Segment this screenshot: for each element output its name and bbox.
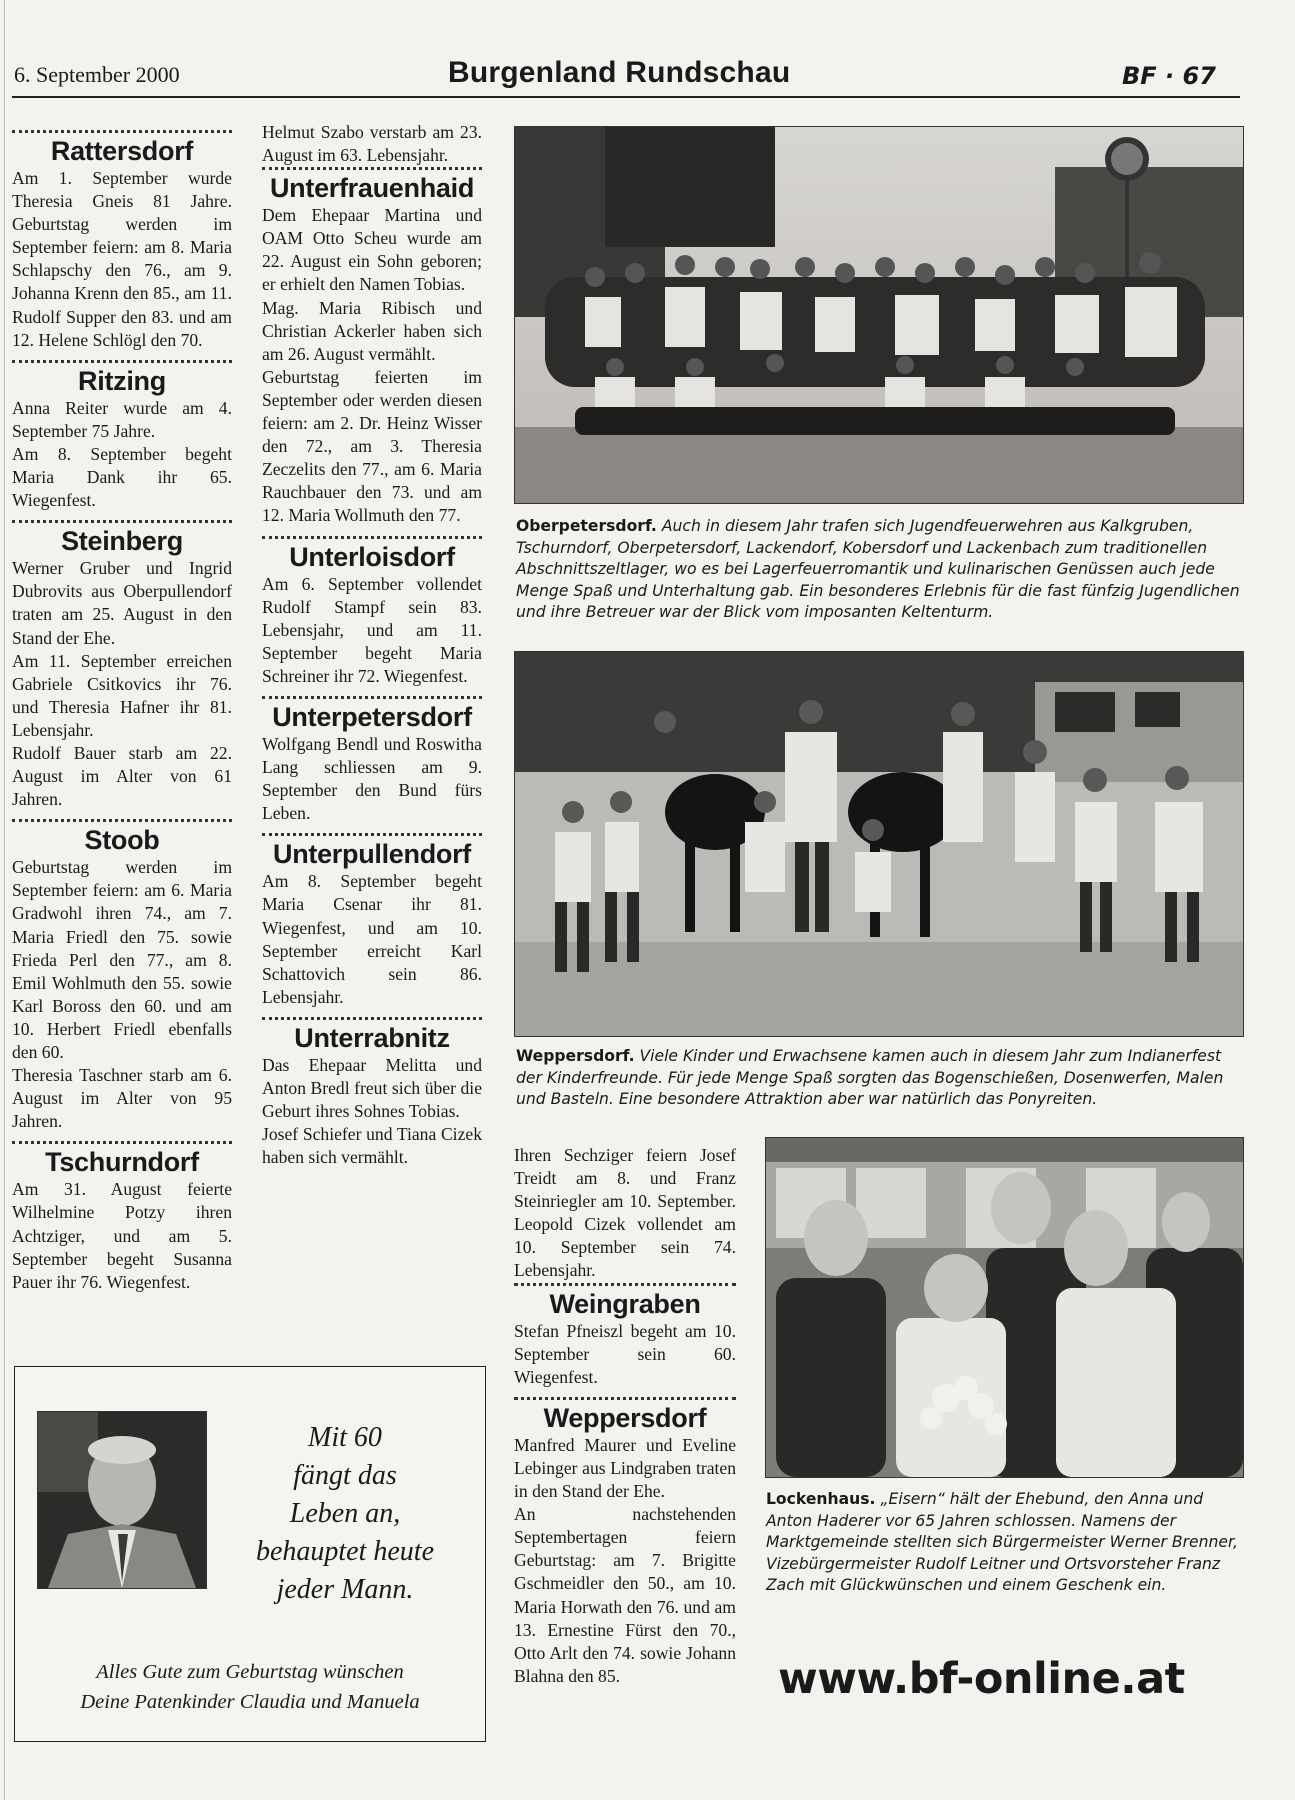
page-number: BF · 67 [1122, 62, 1216, 90]
section-stoob [12, 819, 232, 1133]
section-heading: Weingraben [549, 1288, 701, 1319]
ad-headline-line-2: fängt das [293, 1460, 397, 1491]
ad-portrait-photo [37, 1411, 207, 1589]
section-paragraph: Am 31. August feierte Wilhelmine Potzy ihren Achtziger, und am 5. September begeht Susanna Pauer ihr 76. Wiegenfest. [12, 1179, 232, 1292]
caption-weppersdorf [516, 1046, 1244, 1111]
ad-greeting-line-2: Deine Patenkinder Claudia und Manuela [80, 1691, 420, 1713]
birthday-advertisement [14, 1366, 486, 1742]
column-1 [12, 130, 232, 1294]
column-2 [262, 121, 482, 1169]
section-paragraph: Anna Reiter wurde am 4. September 75 Jahre. [12, 397, 232, 441]
section-paragraph: Das Ehepaar Melitta und Anton Bredl freut sich über die Geburt ihres Sohnes Tobias. [262, 1054, 482, 1122]
section-paragraph: Manfred Maurer und Eveline Lebinger aus Lindgraben traten in den Stand der Ehe. [514, 1434, 736, 1502]
column-3-intro: Ihren Sechziger feiern Josef Treidt am 8. und Franz Steinriegler am 10. September. Leopold Cizek vollendet am 10. September sein 74. Lebensjahr. [514, 1145, 736, 1281]
section-paragraph: Dem Ehepaar Martina und OAM Otto Scheu wurde am 22. August ein Sohn geboren; er erhielt den Namen Tobias. [262, 205, 482, 295]
section-heading: Unterrabnitz [294, 1022, 450, 1053]
section-paragraph: Werner Gruber und Ingrid Dubrovits aus Oberpullendorf traten am 25. August in den Stand der Ehe. [12, 558, 232, 648]
section-weingraben [514, 1283, 736, 1389]
section-unterfrauenhaid [262, 167, 482, 527]
caption-lockenhaus [766, 1489, 1244, 1597]
pony-ride-photo-image [515, 652, 1243, 1036]
ad-greeting-line-1: Alles Gute zum Geburtstag wünschen [96, 1661, 404, 1683]
section-heading: Rattersdorf [50, 136, 194, 166]
section-paragraph: Mag. Maria Ribisch und Christian Ackerler haben sich am 26. August vermählt. [262, 297, 482, 364]
column-2-sections [262, 167, 482, 1169]
section-paragraph: Am 11. September erreichen Gabriele Csitkovics ihr 76. und Theresia Hafner ihr 81. Lebensjahr. [12, 650, 232, 740]
caption-lockenhaus-text: „Eisern“ hält der Ehebund, den Anna und Anton Haderer vor 65 Jahren schlossen. Namens der Marktgemeinde stellten sich Bürgermeister Werner Brenner, Vizebürgermeister Rudolf Leitner und Ortsvorsteher Franz Zach mit Glückwünschen und einem Geschenk ein. [766, 1490, 1238, 1594]
caption-oberpetersdorf-place: Oberpetersdorf. [516, 517, 657, 535]
section-unterpetersdorf [262, 696, 482, 825]
ad-greeting [25, 1657, 475, 1717]
section-paragraph: Rudolf Bauer starb am 22. August im Alter von 61 Jahren. [12, 742, 232, 810]
photo-lockenhaus-iron-wedding [765, 1137, 1244, 1478]
caption-lockenhaus-place: Lockenhaus. [766, 1490, 876, 1508]
ad-headline [215, 1419, 475, 1609]
section-heading: Stoob [84, 825, 160, 856]
column-3-sections [514, 1283, 736, 1688]
photo-oberpetersdorf-youth-fire-brigade [514, 126, 1244, 504]
section-paragraph: Am 8. September begeht Maria Dank ihr 65. Wiegenfest. [12, 443, 232, 511]
caption-weppersdorf-text: Viele Kinder und Erwachsene kamen auch in diesem Jahr zum Indianerfest der Kinderfreunde. Für jede Menge Spaß sorgten das Bogenschießen, Dosenwerfen, Malen und Basteln. Eine besondere Attraktion aber war natürlich das Ponyreiten. [516, 1047, 1224, 1108]
section-paragraph: Theresia Taschner starb am 6. August im Alter von 95 Jahren. [12, 1065, 232, 1132]
issue-date: 6. September 2000 [14, 62, 180, 87]
section-heading: Unterfrauenhaid [269, 173, 475, 204]
group-photo-image [515, 127, 1243, 503]
portrait-image [38, 1412, 206, 1588]
website-link[interactable]: www.bf-online.at [778, 1654, 1185, 1704]
section-paragraph: Josef Schiefer und Tiana Cizek haben sich vermählt. [262, 1124, 482, 1168]
iron-wedding-photo-image [766, 1138, 1243, 1477]
column-2-intro: Helmut Szabo verstarb am 23. August im 63. Lebensjahr. [262, 122, 482, 166]
section-heading: Ritzing [78, 365, 166, 396]
caption-weppersdorf-place: Weppersdorf. [516, 1047, 635, 1065]
page-fold-line [4, 0, 5, 1800]
section-heading: Steinberg [61, 526, 183, 557]
section-unterpullendorf [262, 833, 482, 1009]
ad-headline-line-5: jeder Mann. [276, 1574, 414, 1605]
caption-oberpetersdorf [516, 516, 1244, 624]
section-heading: Weppersdorf [543, 1402, 707, 1433]
photo-weppersdorf-indian-festival [514, 651, 1244, 1037]
section-paragraph: Geburtstag feierten im September oder werden diesen feiern: am 2. Dr. Heinz Wisser den 72., am 3. Theresia Zeczelits den 77., am 6. Maria Rauchbauer den 73. und am 12. Maria Wollmuth den 77. [262, 366, 482, 526]
section-heading: Unterpullendorf [273, 839, 471, 870]
section-paragraph: Stefan Pfneiszl begeht am 10. September sein 60. Wiegenfest. [514, 1320, 736, 1387]
section-unterrabnitz [262, 1017, 482, 1169]
section-paragraph: Geburtstag werden im September feiern: am 6. Maria Gradwohl ihren 74., am 7. Maria Friedl den 75. sowie Frieda Perl den 77., am 8. Emil Wohlmuth den 55. sowie Karl Boross den 60. und am 10. Herbert Friedl ebenfalls den 60. [12, 857, 232, 1062]
section-heading: Tschurndorf [45, 1147, 199, 1178]
ad-headline-line-1: Mit 60 [308, 1422, 382, 1453]
section-rattersdorf [12, 130, 232, 352]
caption-oberpetersdorf-text: Auch in diesem Jahr trafen sich Jugendfeuerwehren aus Kalkgruben, Tschurndorf, Oberpetersdorf, Lackendorf, Kobersdorf und Lackenbach zum traditionellen Abschnittszeltlager, wo es bei Lagerfeuerromantik und kulinarischen Genüssen auch jede Menge Spaß und Unterhaltung gab. Ein besonderes Erlebnis für die fast fünfzig Jugendlichen und ihre Betreuer war der Blick vom imposanten Keltenturm. [516, 517, 1240, 621]
header-rule [12, 96, 1240, 98]
section-heading: Unterloisdorf [289, 541, 455, 572]
section-heading: Unterpetersdorf [272, 701, 472, 732]
ad-headline-line-4: behauptet heute [255, 1536, 435, 1567]
section-paragraph: Am 8. September begeht Maria Csenar ihr 81. Wiegenfest, und am 10. September erreicht Karl Schattovich sein 86. Lebensjahr. [262, 871, 482, 1007]
section-paragraph: Wolfgang Bendl und Roswitha Lang schliessen am 9. September den Bund fürs Leben. [262, 733, 482, 824]
section-tschurndorf [12, 1141, 232, 1293]
section-weppersdorf [514, 1397, 736, 1688]
section-paragraph: An nachstehenden Septembertagen feiern Geburtstag: am 7. Brigitte Gschmeidler den 50., am 10. Maria Horwath den 76. und am 13. Ernestine Fürst den 70., Otto Arlt den 74. sowie Johann Blahna den 85. [514, 1504, 736, 1686]
ad-headline-line-3: Leben an, [289, 1498, 401, 1529]
section-ritzing [12, 360, 232, 512]
column-3 [514, 1144, 736, 1688]
section-paragraph: Am 1. September wurde Theresia Gneis 81 Jahre. Geburtstag werden im September feiern: am 8. Maria Schlapschy den 76., am 9. Johanna Krenn den 85., am 11. Rudolf Supper den 83. und am 12. Helene Schlögl den 70. [12, 168, 232, 350]
section-paragraph: Am 6. September vollendet Rudolf Stampf sein 83. Lebensjahr, und am 11. September begeht Maria Schreiner ihr 72. Wiegenfest. [262, 573, 482, 686]
newspaper-title: Burgenland Rundschau [448, 56, 791, 89]
section-unterloisdorf [262, 536, 482, 688]
section-steinberg [12, 520, 232, 811]
